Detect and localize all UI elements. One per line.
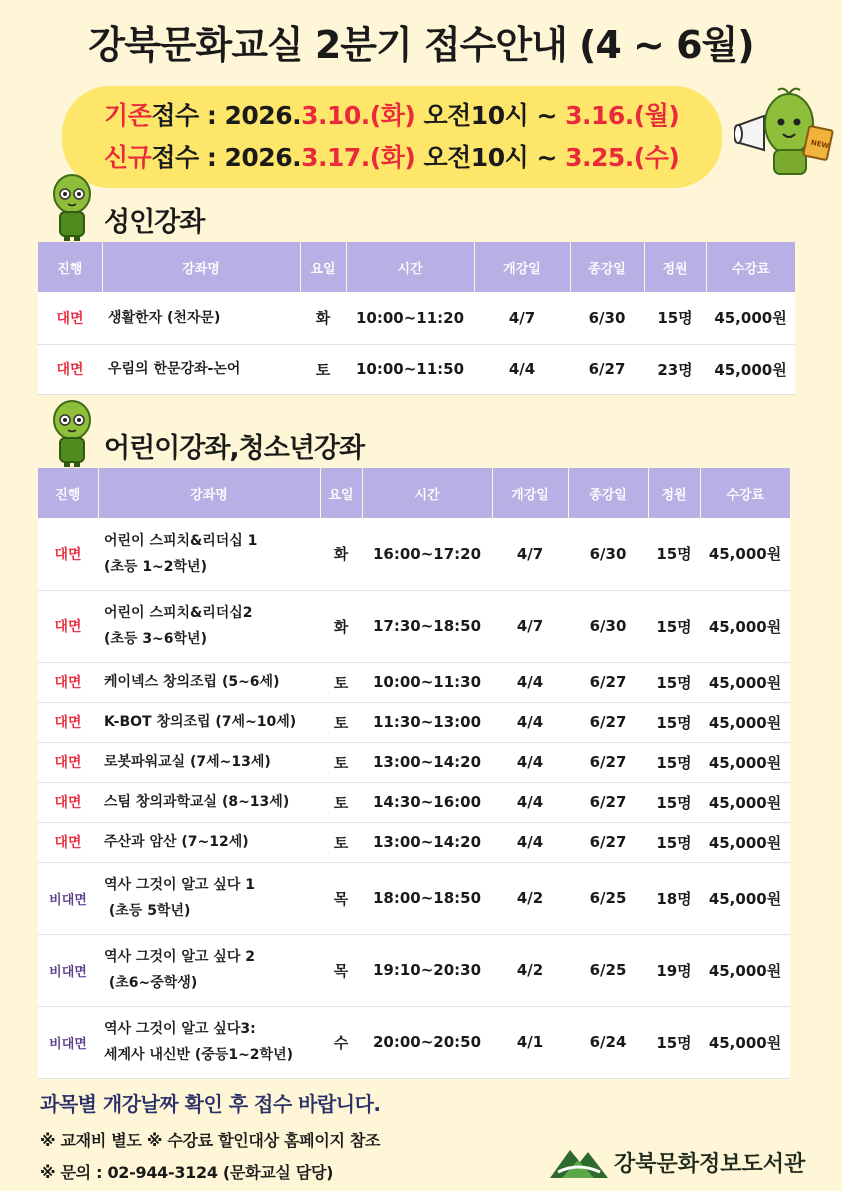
course-name-cell	[98, 822, 320, 862]
table-row	[38, 662, 790, 702]
end-date-cell: 6/30	[568, 518, 648, 590]
start-date-cell: 4/7	[492, 590, 568, 662]
capacity-cell: 23명	[644, 344, 706, 394]
mode-cell: 비대면	[38, 862, 98, 934]
course-name-line: 생활한자 (천자문)	[108, 309, 221, 326]
course-name-cell	[98, 702, 320, 742]
table-row	[38, 702, 790, 742]
adult-section-title: 성인강좌	[104, 207, 205, 238]
page-title: 강북문화교실 2분기 접수안내 (4 ~ 6월)	[88, 23, 754, 67]
end-date-cell: 6/27	[568, 782, 648, 822]
mode-cell: 대면	[38, 782, 98, 822]
table-row	[38, 782, 790, 822]
end-date-cell: 6/27	[568, 742, 648, 782]
column-header: 진행	[38, 468, 98, 518]
day-cell: 토	[320, 702, 362, 742]
capacity-cell: 15명	[648, 590, 700, 662]
adult-course-table	[38, 242, 795, 395]
time-cell: 16:00~17:20	[362, 518, 492, 590]
table-header-row	[38, 468, 790, 518]
start-date-cell: 4/4	[492, 822, 568, 862]
existing-registration: 기존접수 : 2026.3.10.(화) 오전10시 ~ 3.16.(월)	[104, 101, 680, 130]
notice-text: 과목별 개강날짜 확인 후 접수 바랍니다.	[40, 1092, 381, 1116]
course-name-cell	[98, 1006, 320, 1078]
day-cell: 목	[320, 934, 362, 1006]
column-header: 시간	[362, 468, 492, 518]
capacity-cell: 15명	[648, 822, 700, 862]
column-header: 수강료	[706, 242, 795, 292]
course-name-line: 스팀 창의과학교실 (8~13세)	[104, 794, 290, 810]
course-name-cell	[102, 344, 300, 394]
start-date-cell: 4/4	[492, 702, 568, 742]
end-date-cell: 6/30	[568, 590, 648, 662]
mode-cell: 대면	[38, 662, 98, 702]
end-date-cell: 6/24	[568, 1006, 648, 1078]
start-date-cell: 4/2	[492, 934, 568, 1006]
course-name-cell	[98, 518, 320, 590]
fee-cell: 45,000원	[706, 292, 795, 344]
capacity-cell: 15명	[648, 782, 700, 822]
column-header: 종강일	[570, 242, 644, 292]
course-name-cell	[98, 742, 320, 782]
capacity-cell: 15명	[648, 662, 700, 702]
fee-cell: 45,000원	[700, 862, 790, 934]
course-name-line: 로봇파워교실 (7세~13세)	[104, 754, 271, 770]
course-name-subline: 세계사 내신반 (중등1~2학년)	[104, 1047, 293, 1063]
start-date-cell: 4/1	[492, 1006, 568, 1078]
time-cell: 11:30~13:00	[362, 702, 492, 742]
column-header: 정원	[644, 242, 706, 292]
footnote-materials: ※ 교재비 별도 ※ 수강료 할인대상 홈페이지 참조	[40, 1131, 381, 1150]
course-name-cell	[98, 590, 320, 662]
kids-course-table	[38, 468, 790, 1079]
course-name-line: 역사 그것이 알고 싶다 2	[104, 949, 255, 965]
course-name-subline: (초6~중학생)	[104, 975, 198, 991]
fee-cell: 45,000원	[700, 662, 790, 702]
mode-cell: 대면	[38, 822, 98, 862]
table-row	[38, 934, 790, 1006]
course-name-line: 어린이 스피치&리더십 1	[104, 532, 258, 549]
day-cell: 토	[320, 662, 362, 702]
start-date-cell: 4/4	[492, 662, 568, 702]
mascot-megaphone-icon	[734, 84, 834, 184]
fee-cell: 45,000원	[700, 782, 790, 822]
column-header: 종강일	[568, 468, 648, 518]
start-date-cell: 4/4	[474, 344, 570, 394]
table-row	[38, 344, 795, 394]
fee-cell: 45,000원	[700, 1006, 790, 1078]
time-cell: 10:00~11:20	[346, 292, 474, 344]
column-header: 개강일	[492, 468, 568, 518]
day-cell: 화	[300, 292, 346, 344]
mode-cell: 대면	[38, 590, 98, 662]
end-date-cell: 6/25	[568, 934, 648, 1006]
time-cell: 10:00~11:30	[362, 662, 492, 702]
mode-cell: 비대면	[38, 934, 98, 1006]
course-name-line: 우림의 한문강좌-논어	[108, 361, 241, 377]
svg-text:NEW: NEW	[810, 138, 830, 151]
course-name-cell	[98, 782, 320, 822]
column-header: 시간	[346, 242, 474, 292]
start-date-cell: 4/7	[492, 518, 568, 590]
course-name-cell	[98, 934, 320, 1006]
course-name-line: 역사 그것이 알고 싶다 1	[104, 877, 255, 893]
mode-cell: 대면	[38, 518, 98, 590]
fee-cell: 45,000원	[700, 590, 790, 662]
day-cell: 수	[320, 1006, 362, 1078]
end-date-cell: 6/25	[568, 862, 648, 934]
column-header: 강좌명	[102, 242, 300, 292]
time-cell: 13:00~14:20	[362, 742, 492, 782]
course-name-line: 어린이 스피치&리더십2	[104, 605, 253, 621]
table-row	[38, 1006, 790, 1078]
table-row	[38, 862, 790, 934]
day-cell: 토	[300, 344, 346, 394]
day-cell: 목	[320, 862, 362, 934]
end-date-cell: 6/27	[570, 344, 644, 394]
time-cell: 13:00~14:20	[362, 822, 492, 862]
table-row	[38, 742, 790, 782]
start-date-cell: 4/2	[492, 862, 568, 934]
course-name-line: 역사 그것이 알고 싶다3:	[104, 1021, 256, 1037]
end-date-cell: 6/30	[570, 292, 644, 344]
footnote-contact: ※ 문의 : 02-944-3124 (문화교실 담당)	[40, 1163, 334, 1182]
fee-cell: 45,000원	[700, 934, 790, 1006]
time-cell: 19:10~20:30	[362, 934, 492, 1006]
day-cell: 화	[320, 518, 362, 590]
end-date-cell: 6/27	[568, 662, 648, 702]
column-header: 요일	[300, 242, 346, 292]
fee-cell: 45,000원	[700, 742, 790, 782]
column-header: 요일	[320, 468, 362, 518]
time-cell: 10:00~11:50	[346, 344, 474, 394]
day-cell: 화	[320, 590, 362, 662]
kids-section-title: 어린이강좌,청소년강좌	[104, 433, 365, 464]
capacity-cell: 15명	[648, 702, 700, 742]
capacity-cell: 15명	[648, 742, 700, 782]
capacity-cell: 15명	[648, 1006, 700, 1078]
course-name-subline: (초등 5학년)	[104, 903, 191, 919]
mode-cell: 대면	[38, 344, 102, 394]
fee-cell: 45,000원	[706, 344, 795, 394]
time-cell: 18:00~18:50	[362, 862, 492, 934]
table-row	[38, 518, 790, 590]
library-name: 강북문화정보도서관	[614, 1152, 806, 1177]
time-cell: 17:30~18:50	[362, 590, 492, 662]
fee-cell: 45,000원	[700, 822, 790, 862]
column-header: 진행	[38, 242, 102, 292]
capacity-cell: 19명	[648, 934, 700, 1006]
end-date-cell: 6/27	[568, 702, 648, 742]
table-header-row	[38, 242, 795, 292]
new-registration: 신규접수 : 2026.3.17.(화) 오전10시 ~ 3.25.(수)	[104, 143, 680, 172]
mode-cell: 대면	[38, 702, 98, 742]
table-row	[38, 590, 790, 662]
mode-cell: 대면	[38, 292, 102, 344]
fee-cell: 45,000원	[700, 518, 790, 590]
capacity-cell: 18명	[648, 862, 700, 934]
column-header: 수강료	[700, 468, 790, 518]
end-date-cell: 6/27	[568, 822, 648, 862]
registration-banner	[62, 86, 722, 188]
library-logo	[548, 1140, 838, 1184]
mode-cell: 대면	[38, 742, 98, 782]
start-date-cell: 4/4	[492, 782, 568, 822]
course-name-cell	[98, 662, 320, 702]
capacity-cell: 15명	[644, 292, 706, 344]
course-name-subline: (초등 3~6학년)	[104, 631, 207, 647]
mode-cell: 비대면	[38, 1006, 98, 1078]
start-date-cell: 4/4	[492, 742, 568, 782]
day-cell: 토	[320, 742, 362, 782]
mascot-icon	[50, 400, 94, 468]
start-date-cell: 4/7	[474, 292, 570, 344]
course-name-cell	[98, 862, 320, 934]
course-name-cell	[102, 292, 300, 344]
fee-cell: 45,000원	[700, 702, 790, 742]
day-cell: 토	[320, 822, 362, 862]
table-row	[38, 292, 795, 344]
course-name-line: 주산과 암산 (7~12세)	[104, 834, 249, 850]
course-name-line: 케이넥스 창의조립 (5~6세)	[104, 674, 280, 690]
column-header: 개강일	[474, 242, 570, 292]
column-header: 강좌명	[98, 468, 320, 518]
column-header: 정원	[648, 468, 700, 518]
day-cell: 토	[320, 782, 362, 822]
capacity-cell: 15명	[648, 518, 700, 590]
table-row	[38, 822, 790, 862]
time-cell: 14:30~16:00	[362, 782, 492, 822]
time-cell: 20:00~20:50	[362, 1006, 492, 1078]
library-logo-icon	[548, 1140, 610, 1180]
mascot-icon	[50, 174, 94, 242]
course-name-subline: (초등 1~2학년)	[104, 558, 207, 575]
course-name-line: K-BOT 창의조립 (7세~10세)	[104, 714, 297, 730]
